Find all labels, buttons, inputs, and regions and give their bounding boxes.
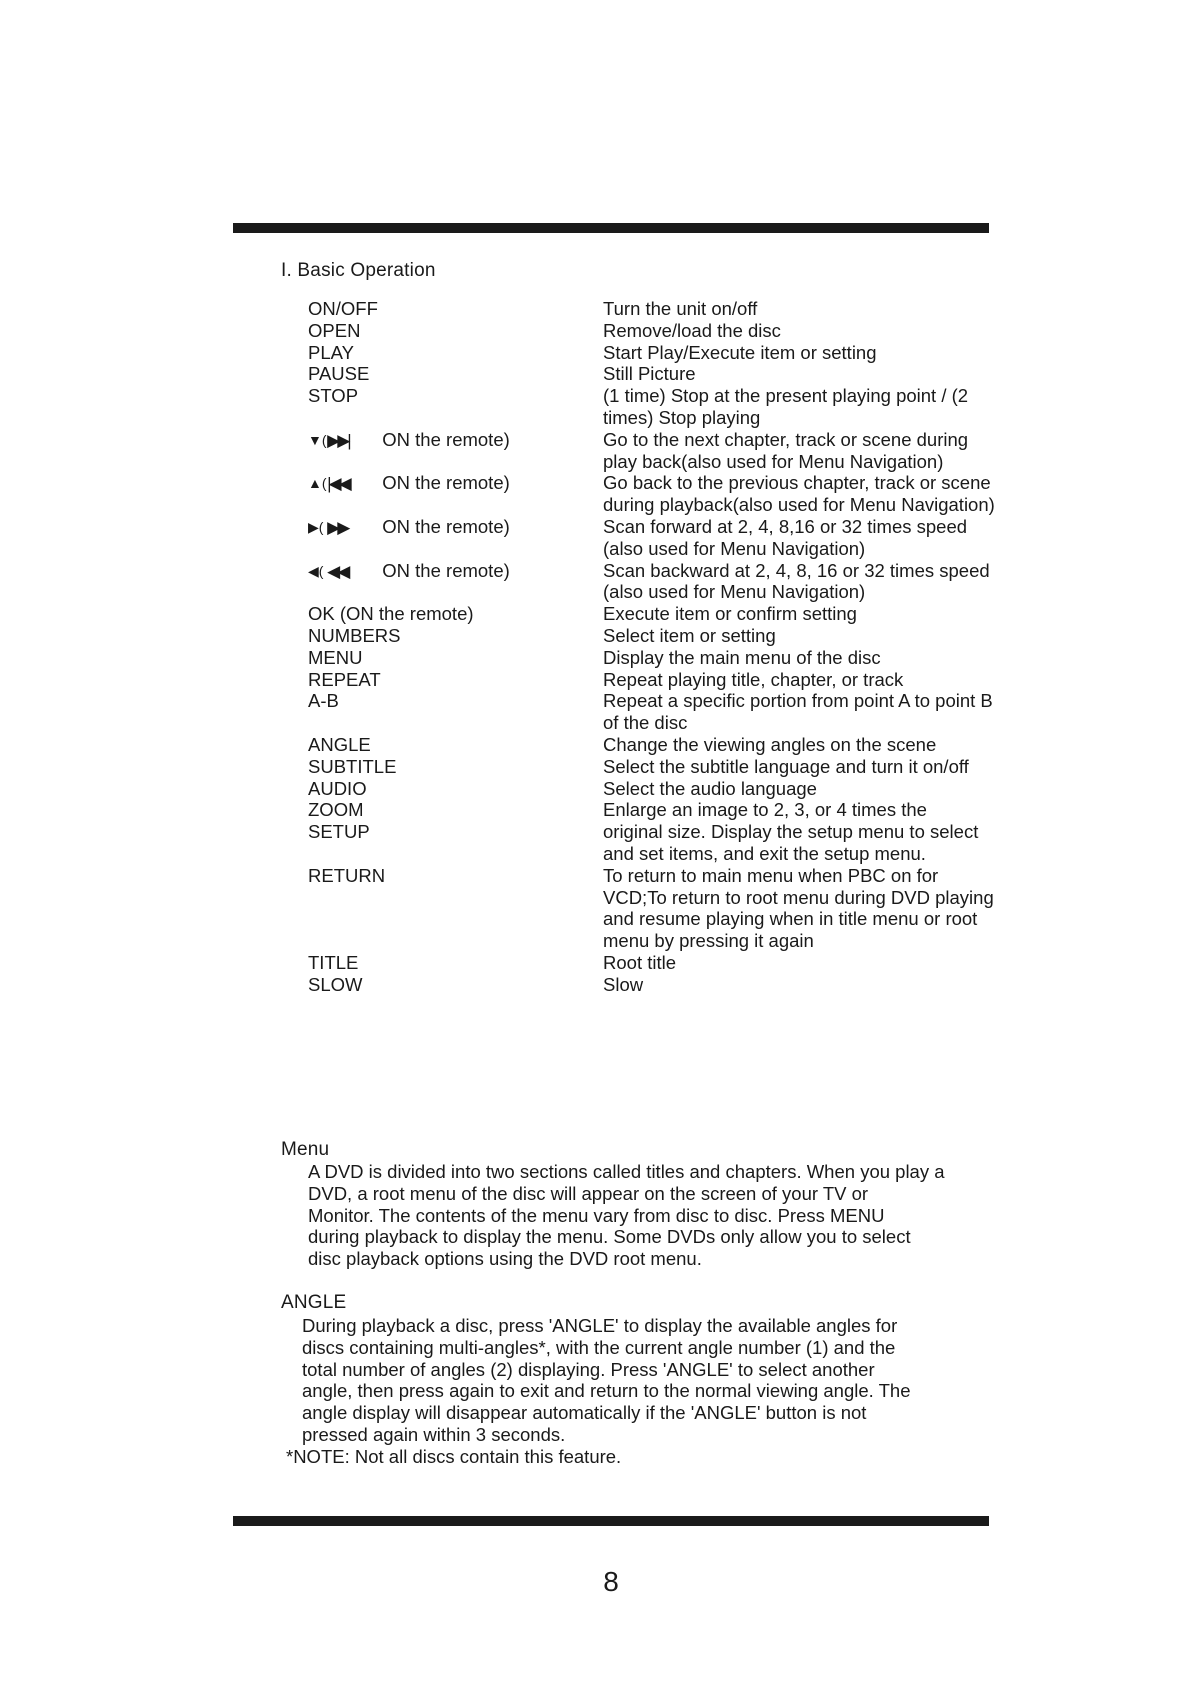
table-row — [308, 472, 1028, 516]
control-description: Slow — [603, 973, 644, 995]
control-description: Select item or setting — [603, 624, 776, 646]
paragraph-line: disc playback options using the DVD root menu. — [308, 1248, 702, 1270]
top-rule — [233, 223, 989, 233]
control-description: Still Picture — [603, 363, 696, 385]
table-row — [308, 799, 1028, 821]
bottom-rule — [233, 1516, 989, 1526]
section-title-menu: Menu — [281, 1139, 330, 1160]
control-name: STOP — [308, 385, 359, 407]
table-row — [308, 952, 1028, 974]
control-name: OPEN — [308, 319, 361, 341]
control-name: A-B — [308, 690, 339, 712]
paragraph-line: angle, then press again to exit and return to the normal viewing angle. The — [302, 1380, 911, 1402]
control-name: RETURN — [308, 864, 386, 886]
paragraph-line: Monitor. The contents of the menu vary from disc to disc. Press MENU — [308, 1204, 885, 1226]
control-name: PAUSE — [308, 363, 370, 385]
control-name: AUDIO — [308, 777, 367, 799]
control-description: Select the subtitle language and turn it on/off — [603, 755, 969, 777]
table-row — [308, 516, 1028, 560]
control-name: SUBTITLE — [308, 755, 397, 777]
control-description: Start Play/Execute item or setting — [603, 341, 877, 363]
control-description: Repeat a specific portion from point A to point B of the disc — [603, 690, 993, 734]
control-name: OK (ON the remote) — [308, 603, 474, 625]
control-name: ◀( ◀◀ ON the remote) — [308, 559, 510, 581]
table-row — [308, 778, 1028, 800]
table-row — [308, 756, 1028, 778]
angle-paragraph — [302, 1315, 1002, 1446]
rewind-icon: ◀◀ — [327, 561, 348, 581]
fast-forward-icon: ▶▶ — [327, 517, 348, 537]
table-row — [308, 320, 1028, 342]
control-description: Enlarge an image to 2, 3, or 4 times the — [603, 799, 927, 821]
control-name: PLAY — [308, 341, 354, 363]
table-row — [308, 734, 1028, 756]
paragraph-line: DVD, a root menu of the disc will appear on the screen of your TV or — [308, 1182, 869, 1204]
table-row — [308, 429, 1028, 473]
control-description: Go to the next chapter, track or scene during play back(also used for Menu Navigation) — [603, 428, 969, 472]
paragraph-line: During playback a disc, press 'ANGLE' to display the available angles for — [302, 1315, 898, 1336]
right-arrow-icon: ▶( — [308, 518, 324, 535]
table-row — [308, 625, 1028, 647]
control-description: Repeat playing title, chapter, or track — [603, 668, 904, 690]
up-arrow-icon: ▲( — [308, 475, 327, 492]
paragraph-line: discs containing multi-angles*, with the current angle number (1) and the — [302, 1336, 896, 1358]
table-row — [308, 298, 1028, 320]
table-row — [308, 342, 1028, 364]
table-row — [308, 865, 1028, 952]
previous-chapter-icon: |◀◀ — [327, 474, 349, 494]
control-description: Change the viewing angles on the scene — [603, 733, 937, 755]
table-row — [308, 647, 1028, 669]
paragraph-line: during playback to display the menu. Some DVDs only allow you to select — [308, 1226, 911, 1248]
section-title-angle: ANGLE — [281, 1292, 347, 1313]
table-row — [308, 560, 1028, 604]
control-description: Scan forward at 2, 4, 8,16 or 32 times speed (also used for Menu Navigation) — [603, 515, 968, 559]
table-row — [308, 669, 1028, 691]
paragraph-line: A DVD is divided into two sections called titles and chapters. When you play a — [308, 1161, 945, 1182]
table-row — [308, 603, 1028, 625]
control-name: TITLE — [308, 951, 359, 973]
control-name: ANGLE — [308, 733, 371, 755]
left-arrow-icon: ◀( — [308, 562, 324, 579]
control-name: NUMBERS — [308, 624, 401, 646]
control-name: ▶( ▶▶ ON the remote) — [308, 515, 510, 537]
table-row — [308, 385, 1028, 429]
control-description: Scan backward at 2, 4, 8, 16 or 32 times speed (also used for Menu Navigation) — [603, 559, 990, 603]
control-name: ▲( |◀◀ ON the remote) — [308, 472, 510, 494]
next-chapter-icon: ▶▶| — [327, 430, 349, 450]
control-description: Display the main menu of the disc — [603, 646, 881, 668]
control-name: SLOW — [308, 973, 363, 995]
control-description: Remove/load the disc — [603, 319, 781, 341]
control-description: Go back to the previous chapter, track or scene during playback(also used for Menu Navigation) — [603, 472, 995, 516]
control-description: Turn the unit on/off — [603, 298, 758, 319]
table-row — [308, 690, 1028, 734]
control-description: (1 time) Stop at the present playing point / (2 times) Stop playing — [603, 385, 969, 428]
control-name: SETUP — [308, 821, 370, 843]
paragraph-line: pressed again within 3 seconds. — [302, 1423, 566, 1445]
control-name: ZOOM — [308, 799, 364, 821]
control-description: To return to main menu when PBC on for VCD;To return to root menu during DVD playing and resume playing when in title menu or root menu by pressing it again — [603, 864, 994, 952]
section-title-basic-operation: I. Basic Operation — [281, 260, 436, 281]
paragraph-line: angle display will disappear automatically if the 'ANGLE' button is not — [302, 1402, 867, 1424]
control-name: ▼( ▶▶| ON the remote) — [308, 428, 510, 450]
control-name: ON/OFF — [308, 298, 378, 319]
table-row — [308, 821, 1028, 865]
control-name: MENU — [308, 646, 363, 668]
angle-note: *NOTE: Not all discs contain this feature. — [286, 1446, 622, 1467]
paragraph-line: total number of angles (2) displaying. Press 'ANGLE' to select another — [302, 1358, 875, 1380]
control-description: original size. Display the setup menu to select and set items, and exit the setup menu. — [603, 821, 979, 864]
table-row — [308, 363, 1028, 385]
down-arrow-icon: ▼( — [308, 431, 327, 448]
operation-table — [308, 298, 1028, 996]
control-description: Select the audio language — [603, 777, 817, 799]
control-description: Execute item or confirm setting — [603, 603, 857, 625]
table-row — [308, 974, 1028, 996]
control-description: Root title — [603, 951, 677, 973]
menu-paragraph — [308, 1161, 1028, 1270]
control-name: REPEAT — [308, 668, 381, 690]
page-number: 8 — [603, 1566, 619, 1597]
